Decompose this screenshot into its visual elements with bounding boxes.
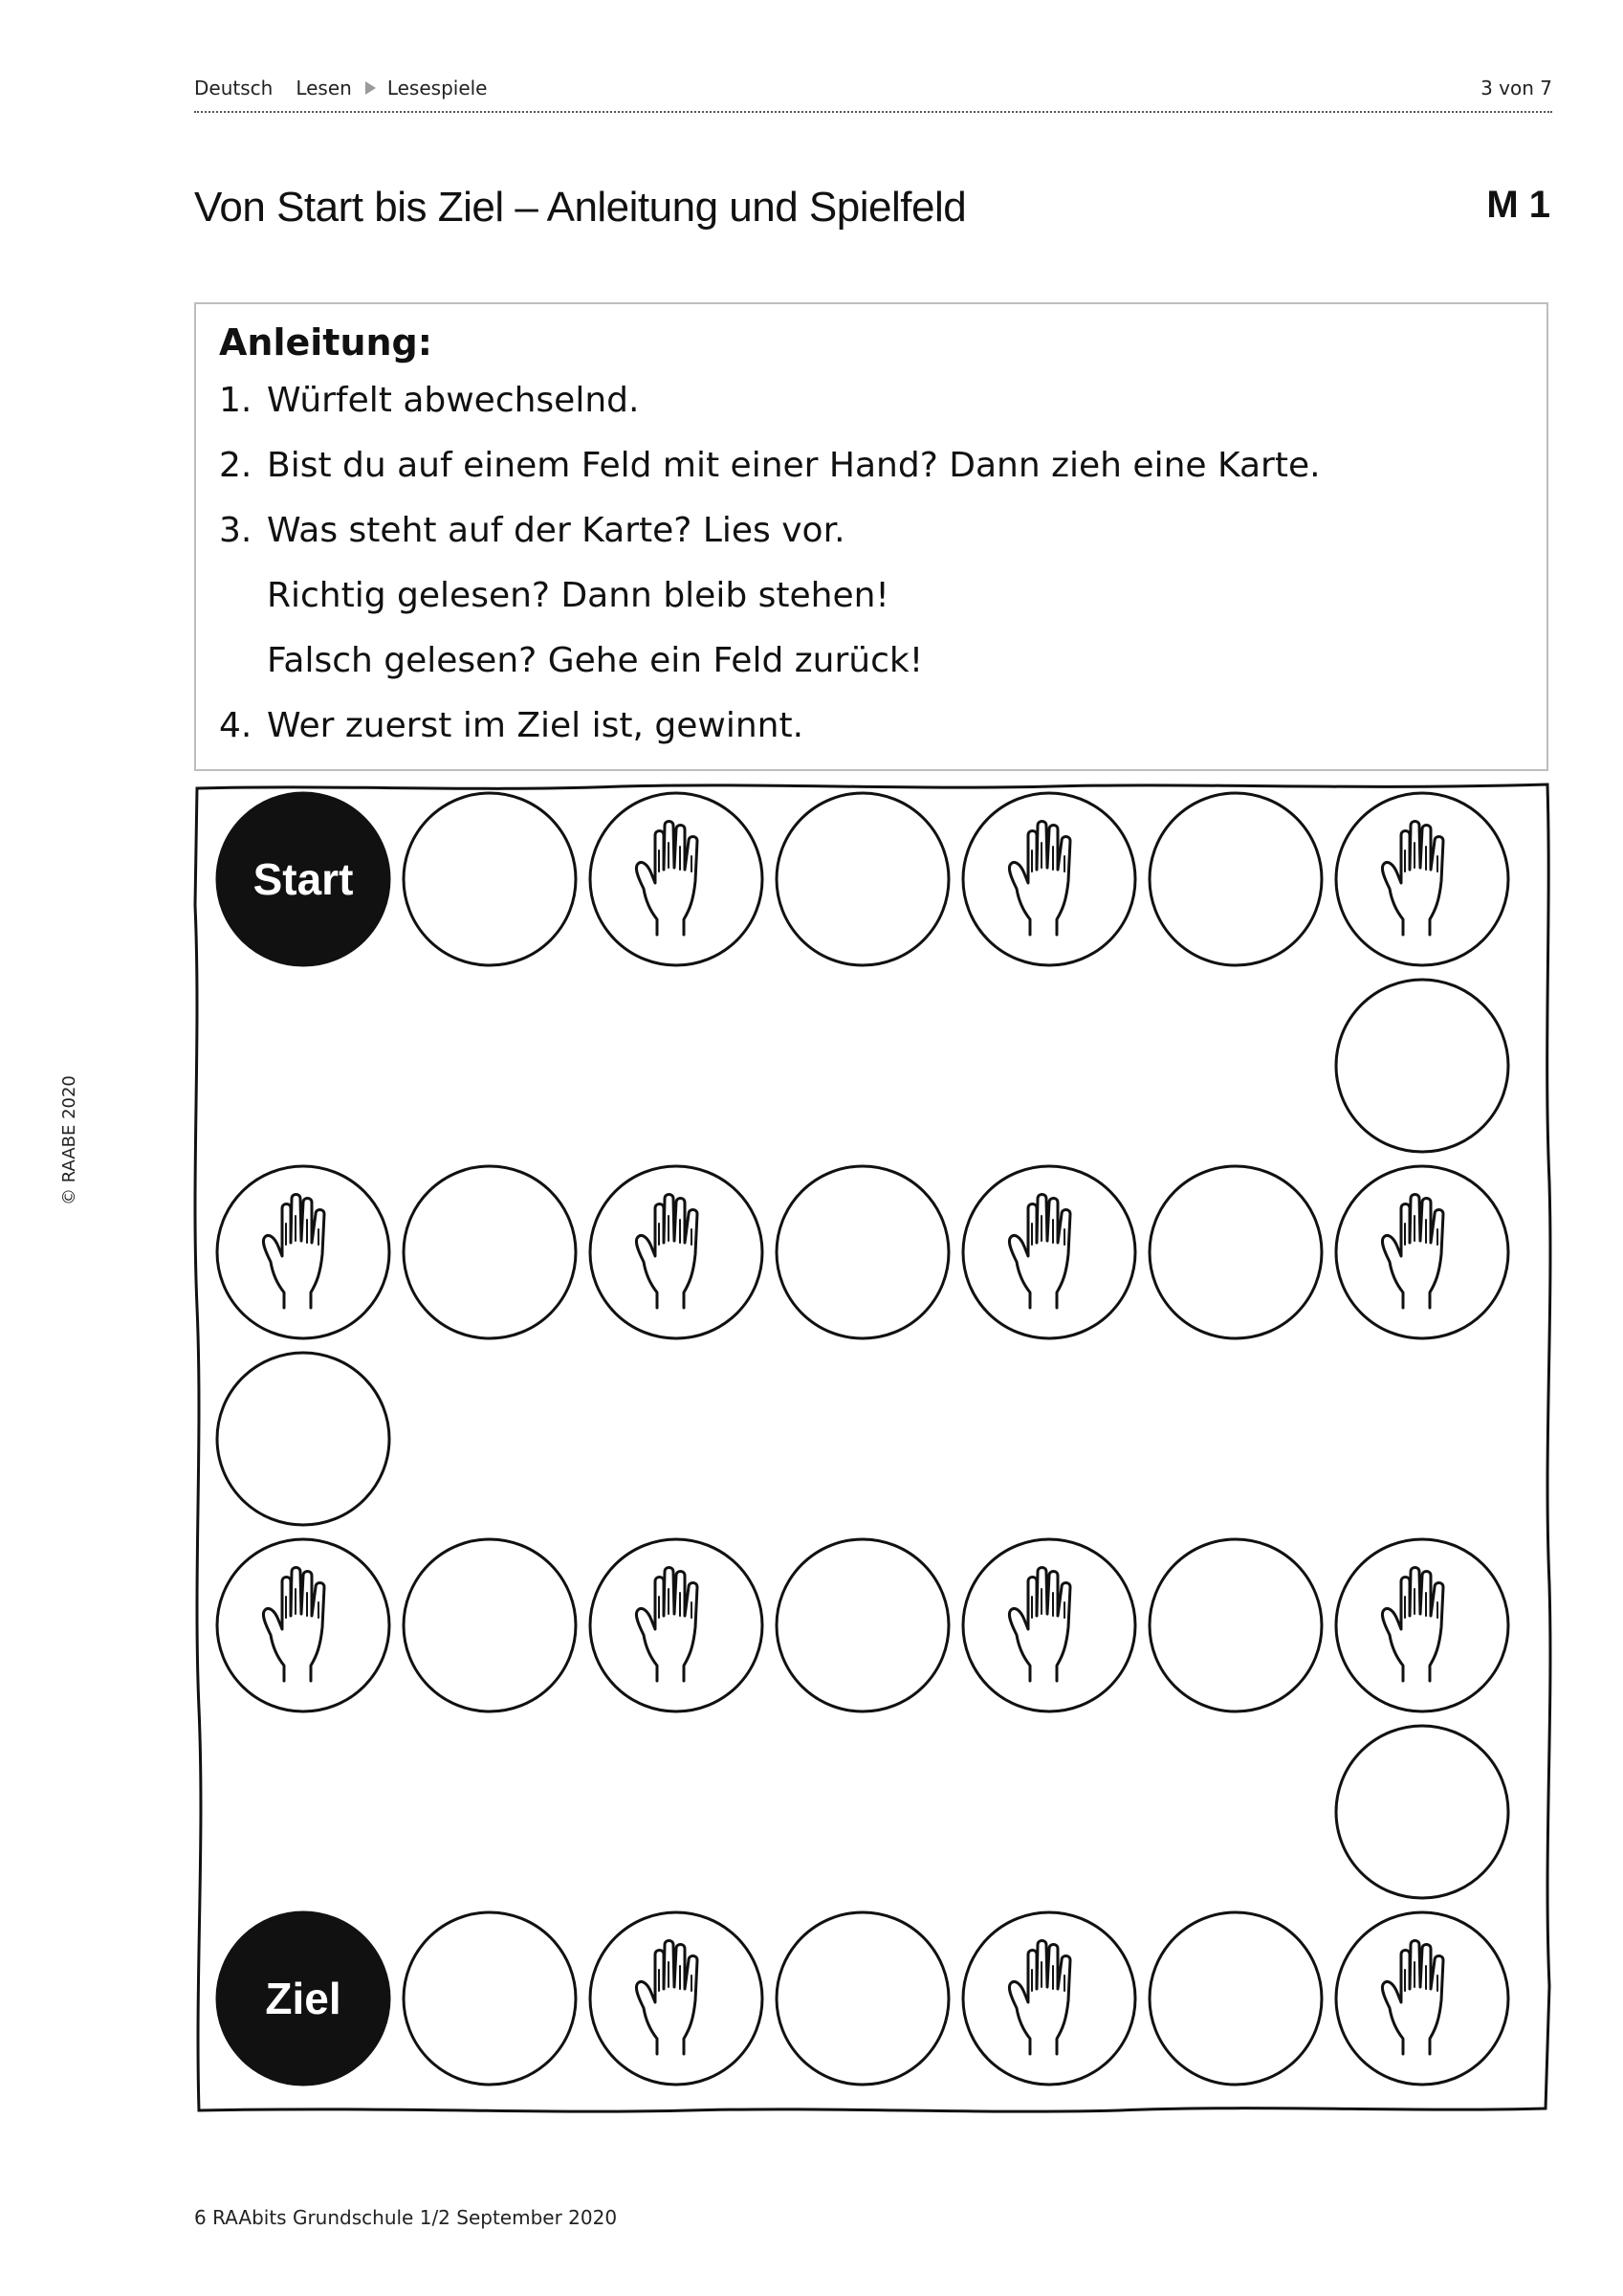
empty-field	[404, 1166, 576, 1338]
field-circle	[1336, 1912, 1508, 2085]
field-circle	[404, 1912, 576, 2085]
field-circle	[404, 1539, 576, 1711]
hand-field	[590, 1166, 762, 1338]
empty-field	[777, 1166, 949, 1338]
instruction-step	[219, 511, 845, 550]
empty-field	[1150, 1539, 1322, 1711]
field-circle	[1150, 1912, 1322, 2085]
hand-field	[963, 1912, 1135, 2085]
hand-field	[963, 793, 1135, 965]
field-circle	[1336, 793, 1508, 965]
field-circle	[590, 1166, 762, 1338]
start-label: Start	[252, 854, 354, 904]
hand-field	[1336, 1912, 1508, 2085]
step-number: 4.	[219, 706, 252, 745]
field-circle	[777, 1166, 949, 1338]
breadcrumb-topic: Lesen	[296, 77, 352, 99]
breadcrumb	[194, 77, 488, 99]
field-circle	[963, 1912, 1135, 2085]
field-circle	[590, 1539, 762, 1711]
triangle-right-icon	[365, 81, 376, 95]
breadcrumb-section: Lesespiele	[386, 77, 488, 99]
finish-field	[217, 1912, 389, 2085]
field-circle	[963, 1539, 1135, 1711]
hand-field	[217, 1539, 389, 1711]
material-code: M 1	[1486, 184, 1550, 226]
field-circle	[1150, 1166, 1322, 1338]
page-count: 3 von 7	[1480, 77, 1552, 99]
field-circle	[1336, 1166, 1508, 1338]
field-circle	[1336, 1539, 1508, 1711]
breadcrumb-subject: Deutsch	[194, 77, 274, 99]
start-field	[217, 793, 389, 965]
step-text: Wer zuerst im Ziel ist, gewinnt.	[267, 706, 804, 745]
page-header	[194, 73, 1552, 111]
field-circle	[1150, 1539, 1322, 1711]
empty-field	[1150, 1166, 1322, 1338]
empty-field	[1336, 980, 1508, 1152]
hand-field	[963, 1539, 1135, 1711]
instruction-step	[219, 381, 639, 420]
field-circle	[1150, 793, 1322, 965]
field-circle	[777, 793, 949, 965]
field-circle	[1336, 1726, 1508, 1898]
field-circle	[217, 1353, 389, 1525]
empty-field	[404, 793, 576, 965]
empty-field	[777, 793, 949, 965]
instruction-step	[219, 706, 803, 745]
empty-field	[404, 1539, 576, 1711]
field-circle	[777, 1539, 949, 1711]
field-circle	[590, 1912, 762, 2085]
field-circle	[777, 1912, 949, 2085]
hand-field	[590, 1912, 762, 2085]
step-text: Was steht auf der Karte? Lies vor.	[267, 511, 845, 550]
hand-field	[217, 1166, 389, 1338]
hand-field	[590, 1539, 762, 1711]
copyright: © RAABE 2020	[59, 1075, 79, 1205]
empty-field	[777, 1539, 949, 1711]
step-number: 2.	[219, 446, 252, 485]
field-circle	[1336, 980, 1508, 1152]
hand-field	[1336, 1166, 1508, 1338]
field-circle	[404, 1166, 576, 1338]
step-number: 3.	[219, 511, 252, 550]
instruction-substep: Richtig gelesen? Dann bleib stehen!	[267, 576, 889, 615]
field-circle	[217, 1539, 389, 1711]
empty-field	[217, 1353, 389, 1525]
field-circle	[963, 793, 1135, 965]
hand-field	[1336, 1539, 1508, 1711]
instruction-step	[219, 446, 1321, 485]
step-text: Bist du auf einem Feld mit einer Hand? Dann zieh eine Karte.	[267, 446, 1321, 485]
empty-field	[777, 1912, 949, 2085]
empty-field	[404, 1912, 576, 2085]
instructions-box	[194, 302, 1548, 771]
field-circle	[590, 793, 762, 965]
field-circle	[217, 1166, 389, 1338]
empty-field	[1336, 1726, 1508, 1898]
hand-field	[963, 1166, 1135, 1338]
header-divider	[194, 111, 1552, 113]
step-text: Würfelt abwechselnd.	[267, 381, 640, 420]
instruction-substep: Falsch gelesen? Gehe ein Feld zurück!	[267, 641, 924, 680]
empty-field	[1150, 1912, 1322, 2085]
game-board	[191, 781, 1555, 2114]
finish-label: Ziel	[265, 1974, 341, 2023]
step-number: 1.	[219, 381, 252, 420]
page-title: Von Start bis Ziel – Anleitung und Spielfeld	[194, 184, 967, 231]
page-footer: 6 RAAbits Grundschule 1/2 September 2020	[194, 2206, 618, 2229]
hand-field	[590, 793, 762, 965]
empty-field	[1150, 793, 1322, 965]
hand-field	[1336, 793, 1508, 965]
field-circle	[404, 793, 576, 965]
instructions-heading: Anleitung:	[219, 321, 432, 364]
field-circle	[963, 1166, 1135, 1338]
